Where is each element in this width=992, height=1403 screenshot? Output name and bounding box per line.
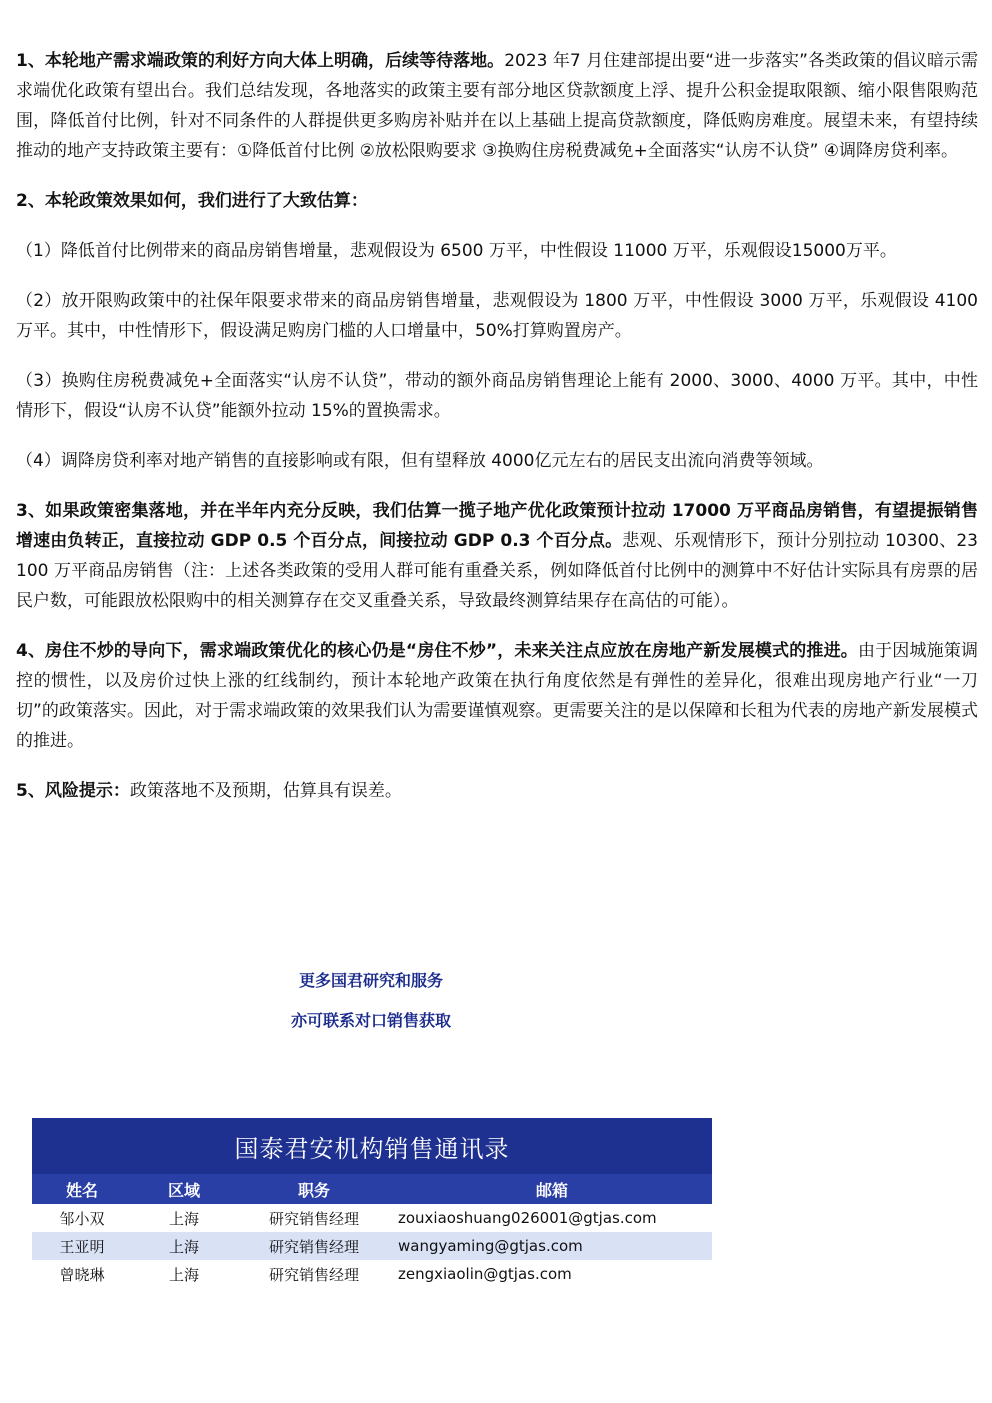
table-row [32,1232,712,1260]
header-email: 邮箱 [535,1180,568,1200]
paragraph-3-body: 悲观、乐观情形下，预计分别拉动 10300、23100 万平商品房销售（注：上述各类政策的受用人群可能有重叠关系，例如降低首付比例中的测算中不好估计实际具有房票的居民户数，可能跟放松限购中的相关测算存在交叉重叠关系，导致最终测算结果存在高估的可能）。 [16,531,978,611]
paragraph-1-number: 1、 [16,51,45,71]
contact-name: 曾晓琳 [59,1265,105,1284]
cta-line-2: 亦可联系对口销售获取 [290,1011,451,1030]
paragraph-4-body: 由于因城施策调控的惯性，以及房价过快上涨的红线制约，预计本轮地产政策在执行角度依然是有弹性的差异化，很难出现房地产行业“一刀切”的政策落实。因此，对于需求端政策的效果我们认为需要谨慎观察。更需要关注的是以保障和长租为代表的房地产新发展模式的推进。 [16,641,978,751]
paragraph-1-body: 2023 年7 月住建部提出要“进一步落实”各类政策的倡议暗示需求端优化政策有望出台。我们总结发现，各地落实的政策主要有部分地区贷款额度上浮、提升公积金提取限额、缩小限售限购范围，降低首付比例，针对不同条件的人群提供更多购房补贴并在以上基础上提高贷款额度，降低购房难度。展望未来，有望持续推动的地产支持政策主要有：①降低首付比例 ②放松限购要求 ③换购住房税费减免+全面落实“认房不认贷” ④调降房贷利率。 [16,51,978,161]
sales-contact-table [32,1118,712,1284]
cta-line-1: 更多国君研究和服务 [298,971,443,990]
paragraph-1-lead: 本轮地产需求端政策的利好方向大体上明确，后续等待落地。 [44,51,505,71]
contact-table-title: 国泰君安机构销售通讯录 [32,1118,712,1174]
contact-role: 研究销售经理 [268,1265,359,1284]
risk-label: 5、风险提示： [16,781,130,801]
report-body [16,46,978,826]
contact-role: 研究销售经理 [268,1237,359,1256]
risk-text: 政策落地不及预期，估算具有误差。 [129,781,402,801]
paragraph-4-lead: 4、房住不炒的导向下，需求端政策优化的核心仍是“房住不炒”，未来关注点应放在房地产新发展模式的推进。 [16,641,858,661]
contact-region: 上海 [168,1265,199,1284]
estimate-1: （1）降低首付比例带来的商品房销售增量，悲观假设为 6500 万平，中性假设 11000 万平，乐观假设15000万平。 [16,241,897,261]
contact-name: 王亚明 [59,1237,105,1256]
paragraph-4 [16,636,978,756]
table-row [32,1260,712,1288]
contact-email: zouxiaoshuang026001@gtjas.com [398,1209,657,1227]
estimate-2: （2）放开限购政策中的社保年限要求带来的商品房销售增量，悲观假设为 1800 万平，中性假设 3000 万平，乐观假设 4100 万平。其中，中性情形下，假设满足购房门槛的人口增量中，50%打算购置房产。 [16,291,978,341]
paragraph-5 [16,776,978,806]
contact-region: 上海 [168,1237,199,1256]
contact-name: 邹小双 [59,1209,105,1228]
contact-table-header [32,1174,712,1204]
header-name: 姓名 [65,1180,98,1200]
estimate-3: （3）换购住房税费减免+全面落实“认房不认贷”，带动的额外商品房销售理论上能有 2000、3000、4000 万平。其中，中性情形下，假设“认房不认贷”能额外拉动 15%的置换需求。 [16,371,978,421]
contact-email: wangyaming@gtjas.com [398,1237,583,1255]
paragraph-1 [16,46,978,166]
table-row [32,1204,712,1232]
contact-email: zengxiaolin@gtjas.com [398,1265,572,1283]
paragraph-2-heading: 2、本轮政策效果如何，我们进行了大致估算： [16,191,368,211]
header-region: 区域 [167,1180,200,1200]
contact-role: 研究销售经理 [268,1209,359,1228]
estimate-4: （4）调降房贷利率对地产销售的直接影响或有限，但有望释放 4000亿元左右的居民支出流向消费等领域。 [16,451,824,471]
paragraph-3 [16,496,978,616]
paragraph-3-lead: 3、如果政策密集落地，并在半年内充分反映，我们估算一揽子地产优化政策预计拉动 17000 万平商品房销售，有望提振销售增速由负转正，直接拉动 GDP 0.5 个百分点，间接拉动 GDP 0.3 个百分点。 [16,501,978,551]
header-role: 职务 [297,1180,330,1200]
contact-region: 上海 [168,1209,199,1228]
